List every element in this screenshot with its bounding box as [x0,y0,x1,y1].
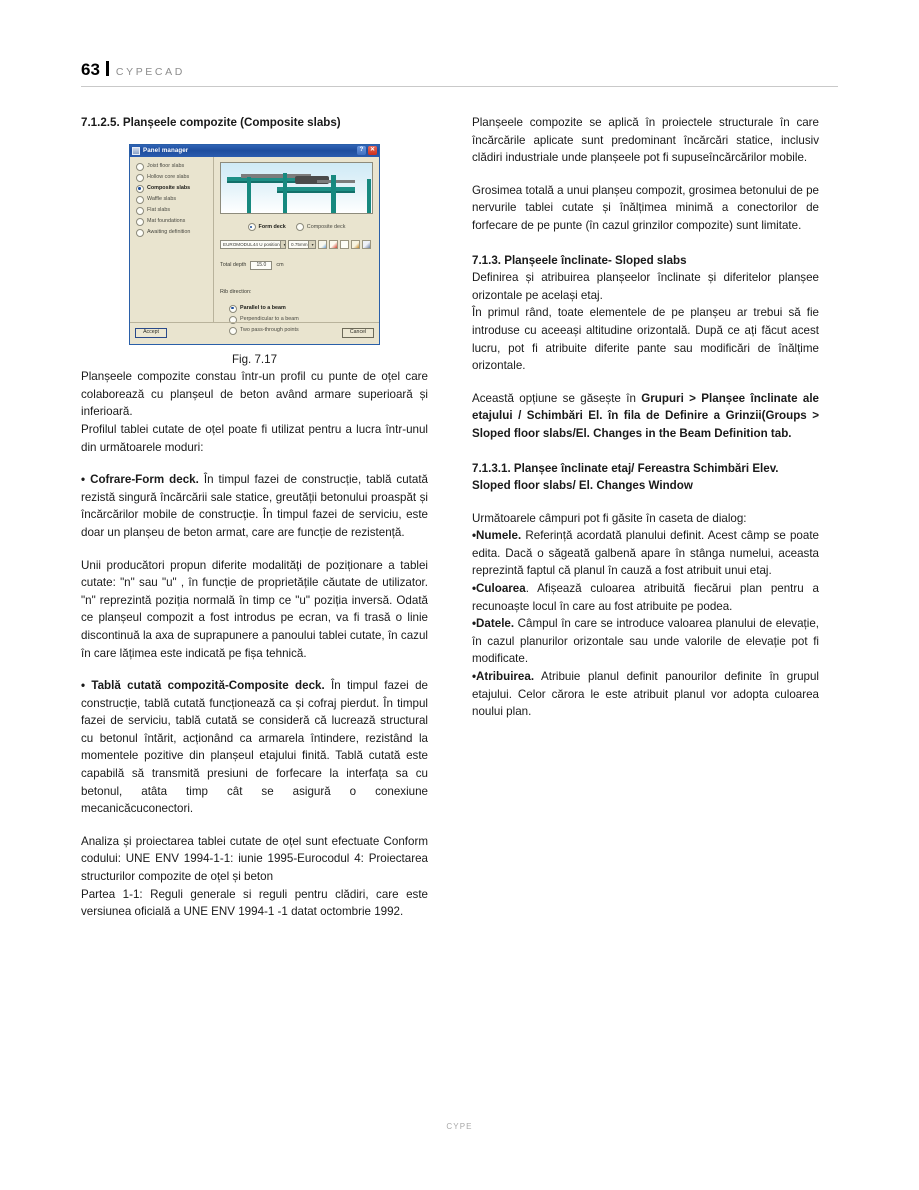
radio-label: Composite slabs [147,185,191,192]
header-divider-bar [106,61,109,76]
radio-label: Waffle slabs [147,196,177,203]
header-rule [81,86,838,87]
right-bullet-1-text: Referință acordată planului definit. Acest câmp se poate edita. Dacă o săgeată galbenă apare în stânga numelui, aceasta reprezintă faptul că planul în cauză a fost atribuit unui etaj. [472,529,819,578]
radio-icon [136,163,144,171]
right-para-1: Planșeele compozite se aplică în proiectele structurale în care încărcările aplicate sunt predominant încărcări statice, inclusiv clădiri industriale unde planșeele pot fi supuseîncărcărilor mobile. [472,116,819,165]
window-icon [132,147,140,155]
left-para-3: Unii producători propun diferite modalități de poziționare a tablei cutate: "n" sau "u" , în funcție de proprietățile căutate de utilizator. "n" reprezintă poziția normală în timp ce "u" poziția inversă. Odată ce planșeul compozit a fost introdus pe ecran, va fi trasă o linie discontinuă la axa de suprapunere a panoului tablei cutate, în cazul în care lățimea este indicată pe fișa tehnică. [81,558,428,660]
accept-button[interactable]: Accept [135,328,167,338]
radio-icon [136,207,144,215]
dialog-title: Panel manager [143,146,189,154]
left-bullet-1-text: În timpul fazei de construcție, tablă cutată rezistă singură încărcării sale statice, greutății betonului proaspăt și încărcărilor mobile de construcție. În timpul fazei de serviciu, este doar un planșeu de beton armat, care are funcție de rezistență. [81,473,428,539]
left-para-1: Planșeele compozite constau într-un profil cu punte de oțel care colaborează cu planșeul de beton având armare superioară și inferioară. [81,370,428,419]
profile-select[interactable] [220,240,286,249]
right-para-5 [472,390,819,443]
thickness-select-value: 0.75mm [291,241,308,247]
radio-label: Mat foundations [147,218,186,225]
radio-awaiting-definition[interactable] [136,228,213,239]
page-footer: CYPE [446,1122,473,1131]
right-bullet-1 [472,527,819,580]
left-bullet-2-label: • Tablă cutată compozită-Composite deck. [81,679,325,693]
header-line [81,60,838,86]
right-para-3: Definirea și atribuirea planșeelor înclinate și diferitelor planșee orizontale pe același etaj. [472,271,819,302]
left-bullet-1 [81,471,428,541]
help-icon[interactable]: ? [357,146,366,155]
radio-label: Awaiting definition [147,229,191,236]
radio-icon [136,229,144,237]
chevron-down-icon: ▾ [280,241,286,248]
radio-icon [296,223,304,231]
total-depth-row [220,257,373,275]
cancel-button[interactable]: Cancel [342,328,374,338]
right-bullet-1-label: •Numele. [472,529,522,543]
right-bullet-3-label: •Datele. [472,617,515,631]
radio-label: Flat slabs [147,207,171,214]
radio-label: Parallel to a beam [240,305,286,312]
profile-toolbar-row [220,240,373,249]
right-bullet-4 [472,668,819,721]
figure-7-17 [81,144,428,369]
profile-select-value: EUROMODUL44 U position [223,241,280,247]
radio-label: Form deck [258,223,286,230]
page-header [81,60,838,87]
right-bullet-3-text: Câmpul în care se introduce valoarea planului de elevație, în cazul planurilor orizontale sau unde valorile de elevație pot fi modificate. [472,617,819,666]
radio-form-deck[interactable] [248,219,286,237]
add-profile-icon[interactable] [318,240,327,249]
right-bullet-3 [472,615,819,668]
left-para-2: Profilul tablei cutate de oțel poate fi utilizat pentru a lucra într-unul din următoarele moduri: [81,422,428,454]
radio-icon [136,174,144,182]
left-bullet-1-label: • Cofrare-Form deck. [81,473,199,487]
right-para-5-prefix: Această opțiune se găsește în [472,391,642,405]
section-title-7-1-3-1-line1: 7.1.3.1. Planșee înclinate etaj/ Fereastra Schimbări Elev. [472,461,779,475]
left-column [81,114,428,921]
left-para-4: Analiza și proiectarea tablei cutate de oțel sunt efectuate Conform codului: UNE ENV 1994-1-1: iunie 1995-Eurocodul 4: Proiectarea structurilor compozite de oțel și beton [81,834,428,884]
titlebar-buttons [357,146,377,155]
composite-slab-illustration [220,162,373,214]
right-bullet-2-label: •Culoarea [472,582,526,596]
radio-icon [136,218,144,226]
total-depth-input[interactable]: 15.0 [250,261,272,270]
section-title-7-1-3: 7.1.3. Planșeele înclinate- Sloped slabs [472,253,687,267]
radio-icon-selected [229,305,237,313]
left-bullet-2 [81,677,428,818]
radio-label: Perpendicular to a beam [240,316,299,323]
right-para-5-bold: Grupuri > Planșee înclinate ale etajului / Schimbări El. în fila de Definire a Grinzii(Groups > Sloped floor slabs/El. Changes in the Beam Definition tab. [472,391,819,440]
header-brand: CYPECAD [115,66,185,78]
radio-label: Two pass-through points [240,327,299,334]
right-bullet-4-label: •Atribuirea. [472,670,535,684]
chevron-down-icon: ▾ [308,241,316,248]
slab-type-list [130,157,214,322]
section-title-7-1-2-5: 7.1.2.5. Planșeele compozite (Composite slabs) [81,116,341,129]
total-depth-label: Total depth [220,262,247,269]
thickness-select[interactable] [288,240,316,249]
radio-label: Hollow core slabs [147,174,190,181]
right-bullet-2-text: . Afișează culoarea atribuită fiecărui plan pentru a recunoaște locul în care au fost atribuite pe podea. [472,582,819,613]
left-bullet-2-text: În timpul fazei de construcție, tablă cutată funcționează ca și cofraj pierdut. În timpul fazei de serviciu, tablă cutată se consideră că lucrează structural cu betonul întărit, acționând ca armarela întindere, rezistând la momentele pozitive din planșeul etajului finită. Tablă cutată este capabilă să transmită presiuni de forfecare la interfața sa cu betonul, atâta timp cât se asigură o conexiune mecanicăcuconectori. [81,679,428,816]
deck-type-options [220,219,373,237]
close-icon[interactable]: ✕ [368,146,377,155]
radio-icon-selected [136,185,144,193]
section-title-7-1-3-1-line2: Sloped floor slabs/ El. Changes Window [472,479,693,493]
right-para-2: Grosimea totală a unui planșeu compozit, grosimea betonului de pe nervurile tablei cutate și înălțimea minimă a conectorilor de forfecare de pe punte (în cazul grinzilor compozite) sunt limitate. [472,183,819,232]
right-para-4: În primul rând, toate elementele de pe planșeu ar trebui să fie introduse cu aceeași altitudine orizontală. După ce ați făcut acest lucru, pot fi atribuite diferite pante sau modificări de înălțime orizontale. [472,306,819,373]
radio-icon-selected [248,223,256,231]
dialog-footer [130,322,379,344]
radio-icon [136,196,144,204]
delete-profile-icon[interactable] [329,240,338,249]
radio-composite-deck[interactable] [296,219,346,237]
total-depth-unit: cm [276,262,284,269]
right-bullet-2 [472,580,819,615]
library-icon[interactable] [362,240,371,249]
figure-caption: Fig. 7.17 [231,352,278,366]
radio-label: Joist floor slabs [147,163,185,170]
rib-direction-label: Rib direction: [220,288,252,295]
radio-label: Composite deck [306,223,346,230]
edit-profile-icon[interactable] [351,240,360,249]
dialog-titlebar [130,145,379,157]
right-column [472,114,819,721]
left-para-5: Partea 1-1: Reguli generale si reguli pentru clădiri, care este versiunea oficială a UNE ENV 1994-1 -1 datat octombrie 1992. [81,887,428,919]
copy-profile-icon[interactable] [340,240,349,249]
right-bullet-4-text: Atribuie planul definit panourilor definite în grupul etajului. Celor cărora le este atribuit planul vor adopta culoarea noului plan. [472,670,819,719]
panel-manager-dialog [129,144,380,345]
right-para-6: Următoarele câmpuri pot fi găsite în caseta de dialog: [472,511,747,525]
page-number: 63 [81,60,100,79]
